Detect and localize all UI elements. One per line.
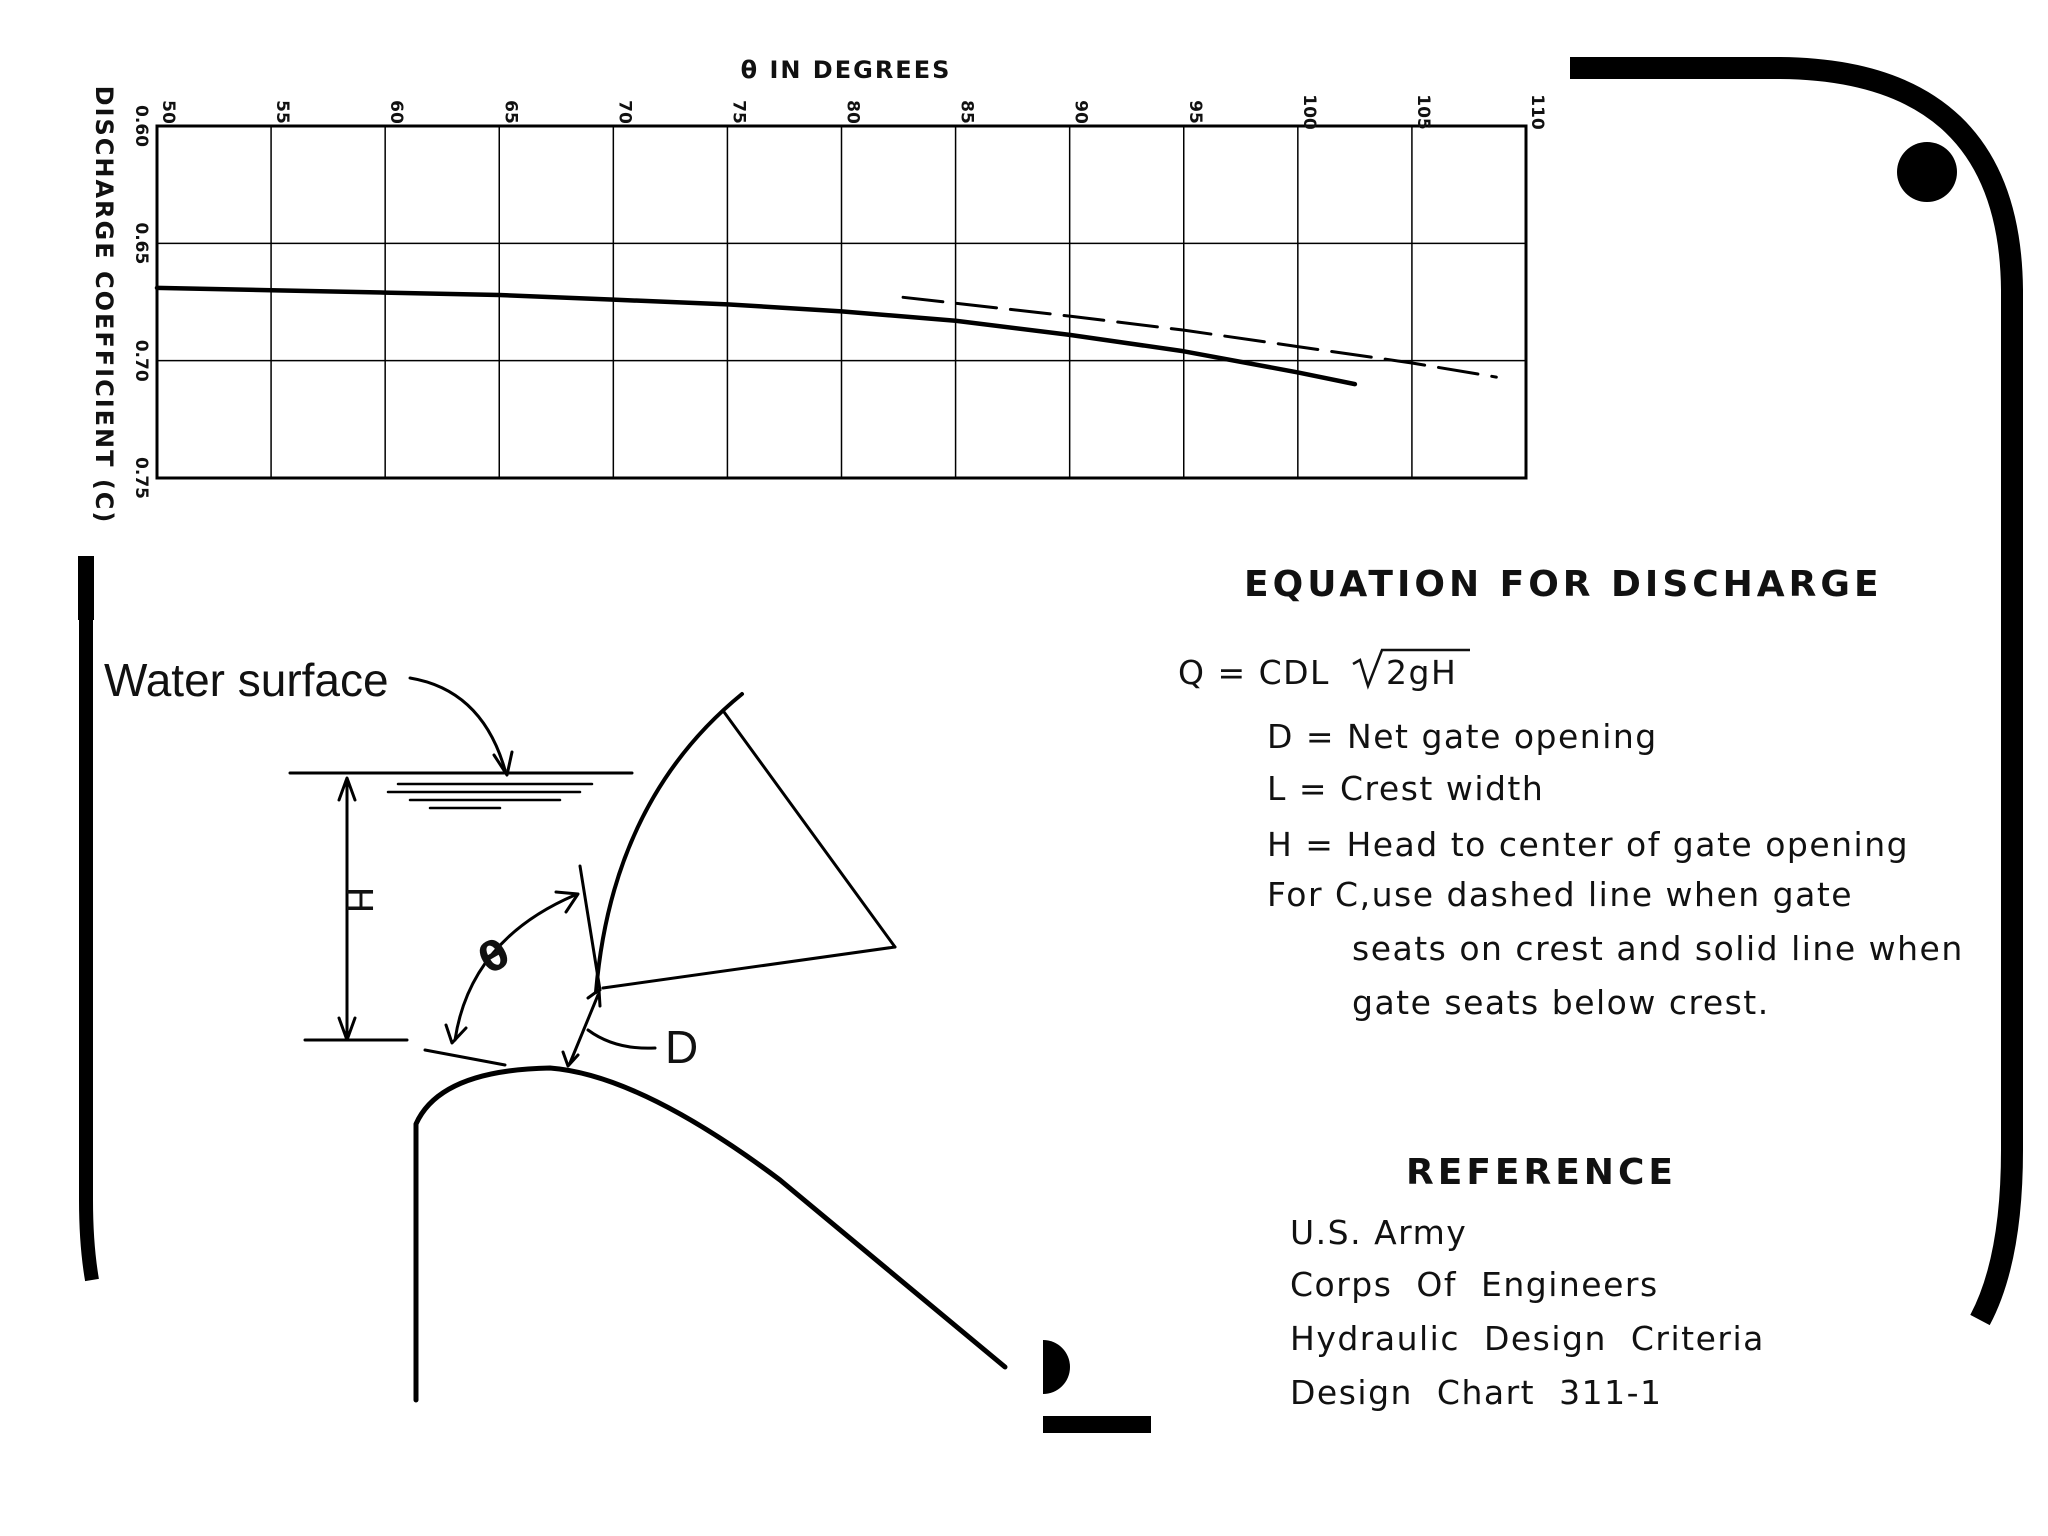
theta-label: θ — [471, 930, 518, 984]
x-tick-label: 110 — [1527, 94, 1547, 130]
frame-dot-top — [1897, 142, 1957, 202]
x-tick-label: 105 — [1412, 94, 1433, 130]
gate-lip-line — [580, 866, 600, 990]
reference-line-1: U.S. Army — [1290, 1213, 1468, 1252]
x-tick-label: 50 — [158, 100, 178, 124]
discharge-coefficient-chart — [90, 56, 1547, 524]
y-tick-label: 0.70 — [131, 339, 151, 382]
frame-bottom-bar — [1043, 1416, 1151, 1433]
x-tick-label: 95 — [1184, 100, 1205, 124]
x-tick-label: 60 — [386, 100, 407, 124]
reference-line-3: Hydraulic Design Criteria — [1290, 1319, 1765, 1358]
usage-note-1: For C,use dashed line when gate — [1267, 875, 1854, 914]
d-dimension-line — [570, 995, 598, 1063]
equation-block — [1178, 564, 1964, 1022]
d-leader — [588, 1030, 655, 1048]
equation-formula: Q = CDL — [1178, 653, 1330, 692]
solid-series-line — [157, 288, 1355, 384]
reference-title: REFERENCE — [1406, 1152, 1677, 1193]
frame-right-arc — [1570, 68, 2012, 1320]
dashed-series-line — [903, 297, 1496, 377]
x-tick-label: 100 — [1298, 94, 1319, 130]
x-tick-label: 75 — [728, 100, 749, 124]
y-tick-label: 0.75 — [131, 457, 151, 499]
x-tick-label: 70 — [614, 100, 635, 124]
y-axis-title: DISCHARGE COEFFICIENT (C) — [90, 85, 118, 525]
water-hatching — [388, 784, 592, 808]
usage-note-3: gate seats below crest. — [1352, 983, 1770, 1022]
crest-profile — [416, 1068, 1005, 1400]
chart-grid — [157, 126, 1526, 478]
def-l: L = Crest width — [1267, 769, 1545, 808]
h-label: H — [338, 886, 379, 914]
y-tick-label: 0.65 — [131, 222, 151, 265]
crest-tangent-line — [425, 1050, 505, 1065]
x-tick-label: 90 — [1070, 100, 1091, 124]
gate-top-arm — [724, 712, 895, 947]
usage-note-2: seats on crest and solid line when — [1352, 929, 1964, 968]
reference-block — [1290, 1152, 1765, 1412]
gate-bottom-arm — [603, 947, 895, 988]
equation-radicand: 2gH — [1386, 653, 1458, 692]
decorative-frame — [78, 68, 2012, 1433]
gate-skin-plate — [596, 694, 742, 992]
chart-series — [157, 288, 1496, 384]
x-tick-label: 85 — [956, 100, 977, 124]
x-tick-label: 65 — [500, 100, 521, 124]
d-label: D — [665, 1021, 699, 1073]
x-tick-label: 80 — [842, 100, 863, 124]
y-tick-label: 0.60 — [131, 105, 151, 147]
reference-line-4: Design Chart 311-1 — [1290, 1373, 1663, 1412]
water-surface-label: Water surface — [104, 654, 389, 706]
frame-left-arc — [86, 600, 92, 1280]
radial-gate-diagram — [104, 654, 1005, 1400]
def-h: H = Head to center of gate opening — [1267, 825, 1910, 864]
water-surface-leader-arrow — [410, 678, 505, 770]
def-d: D = Net gate opening — [1267, 717, 1658, 756]
x-axis-title: θ IN DEGREES — [740, 56, 952, 84]
y-tick-labels — [131, 105, 151, 499]
x-tick-label: 55 — [272, 100, 293, 124]
frame-half-dot — [1043, 1340, 1070, 1394]
reference-line-2: Corps Of Engineers — [1290, 1265, 1659, 1304]
equation-title: EQUATION FOR DISCHARGE — [1244, 564, 1883, 605]
